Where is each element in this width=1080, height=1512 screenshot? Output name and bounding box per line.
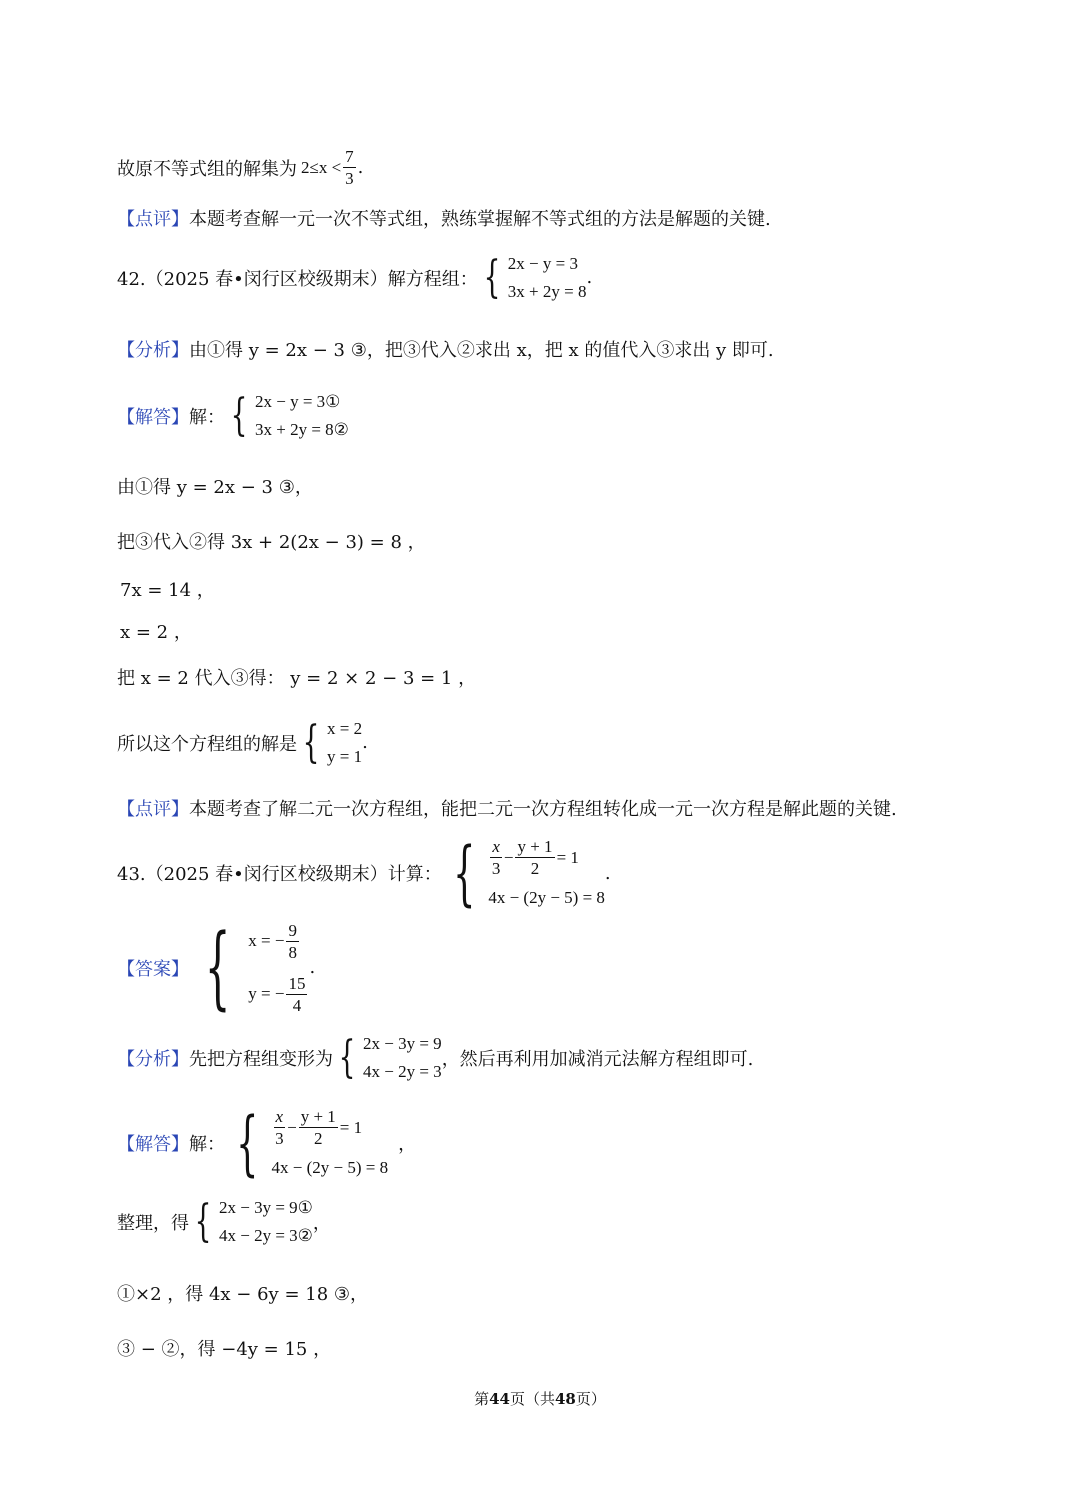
q43-step-2: ③ − ②，得 −4y = 15 ， [117, 1339, 332, 1360]
frac-2: 2 [313, 1129, 323, 1148]
solution-tag: 【解答】 [117, 1134, 189, 1155]
analysis-text: 由①得 y = 2x − 3 ③，把③代入②求出 x，把 x 的值代入③求出 y 即可. [189, 340, 774, 361]
page-number: 44 [489, 1390, 510, 1408]
comment-2 [117, 795, 897, 821]
answer-y-num: 15 [288, 973, 306, 993]
q43-solution [117, 1102, 416, 1184]
period: . [357, 157, 364, 178]
solution-set-line [117, 148, 363, 187]
q43-analysis [117, 1032, 753, 1083]
solution-set-text: 故原不等式组的解集为 [117, 158, 297, 180]
equation-system [297, 717, 362, 768]
equation-1: 2x − 3y = 9 [363, 1033, 442, 1053]
q43-tidy [117, 1196, 331, 1247]
analysis-tag: 【分析】 [117, 1048, 189, 1070]
solution-lead: 解： [189, 406, 225, 428]
q42-step-4: x = 2 ， [120, 622, 192, 643]
comment-1 [117, 205, 771, 231]
question-42 [117, 252, 592, 303]
brace-icon: { [230, 390, 248, 441]
analysis-tail: ，然后再利用加减消元法解方程组即可. [441, 1048, 754, 1070]
inequality-expr: 2≤x < [301, 157, 342, 177]
comment-text: 本题考查解一元一次不等式组，熟练掌握解不等式组的方法是解题的关键. [189, 209, 771, 230]
q43-step-1: ①×2 ，得 4x − 6y = 18 ③， [117, 1284, 369, 1305]
question-label: 42.（2025 春•闵行区校级期末）解方程组： [117, 268, 478, 290]
q42-step-2: 把③代入②得 3x + 2(2x − 3) = 8 ， [117, 532, 426, 553]
equation-1-rhs: = 1 [339, 1117, 363, 1137]
equation-system [189, 1196, 313, 1247]
frac-3: 3 [491, 859, 501, 878]
frac-y-plus-1: y + 1 [300, 1107, 336, 1126]
equation-2: 4x − 2y = 3 [363, 1061, 442, 1081]
question-43 [117, 832, 611, 914]
comma: ， [312, 1212, 331, 1234]
period: . [604, 862, 611, 884]
fraction-numerator: 7 [345, 147, 354, 166]
equation-1: 2x − y = 3① [255, 391, 341, 411]
equation-1: x = 2 [327, 718, 363, 738]
period: . [586, 267, 593, 288]
equation-2: y = 1 [327, 746, 363, 766]
frac-2: 2 [530, 859, 540, 878]
tidy-lead: 整理，得 [117, 1212, 189, 1234]
footer-pre: 第 [474, 1390, 490, 1408]
page-footer [0, 1388, 1080, 1409]
brace-icon: { [302, 717, 320, 768]
solution-lead: 解： [189, 1134, 225, 1155]
answer-y-lhs: y = − [248, 984, 285, 1003]
q42-step-1: 由①得 y = 2x − 3 ③， [117, 477, 313, 498]
equation-system: { $\frac{x}{3}$ − $\frac{y + 1}{2}$ = 1 4x − (2y − 5) = 8 [236, 1102, 389, 1184]
brace-icon: { [236, 1102, 259, 1184]
equation-system [333, 1032, 442, 1083]
page-total: 48 [555, 1390, 576, 1408]
period: . [362, 732, 368, 753]
answer-x-den: 8 [288, 942, 297, 962]
equation-system [225, 390, 349, 441]
equation-2: 3x + 2y = 8② [255, 419, 349, 439]
equation-1: 2x − 3y = 9① [219, 1197, 313, 1217]
q43-answer [117, 915, 315, 1020]
equation-2: 4x − 2y = 3② [219, 1225, 313, 1245]
equation-1: 2x − y = 3 [507, 253, 578, 273]
result-lead: 所以这个方程组的解是 [117, 733, 297, 755]
q42-result [117, 717, 368, 768]
solution-tag: 【解答】 [117, 406, 189, 428]
brace-icon: { [338, 1032, 356, 1083]
comment-tag: 【点评】 [117, 209, 189, 230]
footer-post: 页） [575, 1390, 606, 1408]
q42-step-3: 7x = 14 ， [120, 580, 215, 601]
frac-3: 3 [275, 1129, 284, 1148]
answer-x-num: 9 [288, 920, 297, 940]
answer-tag: 【答案】 [117, 958, 189, 980]
answer-y-den: 4 [292, 995, 302, 1015]
fraction-denominator: 3 [345, 169, 354, 188]
equation-system [478, 252, 587, 303]
analysis-lead: 先把方程组变形为 [189, 1048, 333, 1070]
question-label: 43.（2025 春•闵行区校级期末）计算： [117, 864, 442, 885]
brace-icon: { [194, 1196, 212, 1247]
equation-1-rhs: = 1 [556, 847, 579, 867]
equation-system [189, 915, 309, 1020]
frac-x: x [492, 837, 500, 856]
frac-x: x [275, 1107, 284, 1126]
period: . [309, 957, 316, 978]
equation-system: { $\frac{x}{3}$ − $\frac{y + 1}{2}$ = 1 4x − (2y − 5) = 8 [452, 832, 605, 914]
q42-step-5: 把 x = 2 代入③得： y = 2 × 2 − 3 = 1 ， [117, 668, 477, 689]
equation-2: 4x − (2y − 5) = 8 [488, 888, 605, 907]
brace-icon: { [452, 832, 476, 914]
fraction-7-3 [343, 148, 356, 187]
q42-analysis [117, 336, 774, 362]
comma: ， [398, 1134, 417, 1155]
brace-icon: { [483, 252, 501, 303]
frac-y-plus-1: y + 1 [517, 837, 553, 856]
footer-mid: 页（共 [509, 1390, 555, 1408]
comment-text: 本题考查了解二元一次方程组，能把二元一次方程组转化成一元一次方程是解此题的关键. [189, 799, 897, 820]
q42-solution [117, 390, 349, 441]
equation-2: 4x − (2y − 5) = 8 [271, 1158, 389, 1177]
brace-icon: { [204, 915, 231, 1020]
equation-2: 3x + 2y = 8 [507, 281, 587, 301]
analysis-tag: 【分析】 [117, 340, 189, 361]
answer-x-lhs: x = − [248, 931, 285, 950]
comment-tag: 【点评】 [117, 799, 189, 820]
